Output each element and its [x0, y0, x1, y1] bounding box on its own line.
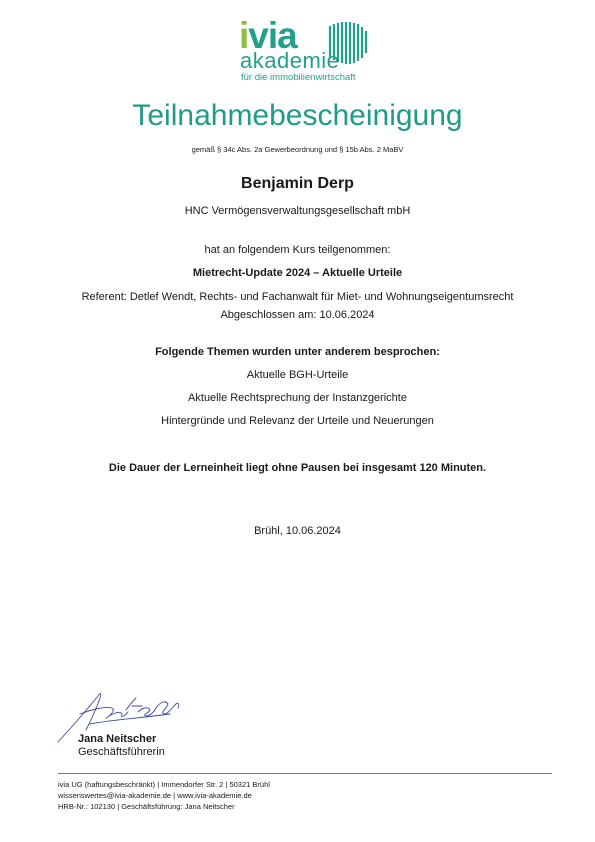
footer-address: ivia UG (haftungsbeschränkt) | Immendorfer Str. 2 | 50321 Brühl — [58, 780, 270, 789]
topic-item: Hintergründe und Relevanz der Urteile und Neuerungen — [161, 415, 434, 427]
footer-registration: HRB-Nr.: 102130 | Geschäftsführung: Jana Neitscher — [58, 802, 235, 811]
signer-role: Geschäftsführerin — [78, 746, 165, 758]
document-title: Teilnahmebescheinigung — [132, 99, 463, 132]
footer-divider — [58, 773, 552, 774]
course-duration: Die Dauer der Lerneinheit liegt ohne Pausen bei insgesamt 120 Minuten. — [108, 462, 487, 474]
participant-name: Benjamin Derp — [241, 175, 354, 192]
completion-date: Abgeschlossen am: 10.06.2024 — [220, 309, 375, 321]
legal-basis: gemäß § 34c Abs. 2a Gewerbeordnung und § 15b Abs. 2 MaBV — [191, 145, 404, 154]
participant-company: HNC Vermögensverwaltungsgesellschaft mbH — [184, 205, 411, 217]
topic-item: Aktuelle Rechtsprechung der Instanzgerichte — [188, 392, 407, 404]
logo-subtitle: akademie — [240, 48, 340, 73]
topics-heading: Folgende Themen wurden unter anderem besprochen: — [155, 346, 440, 358]
course-speaker: Referent: Detlef Wendt, Rechts- und Fachanwalt für Miet- und Wohnungseigentumsrecht — [81, 291, 514, 303]
participation-text: hat an folgendem Kurs teilgenommen: — [204, 244, 391, 256]
signer-name: Jana Neitscher — [78, 733, 157, 745]
logo-tagline: für die immobilienwirtschaft — [241, 72, 356, 83]
place-and-date: Brühl, 10.06.2024 — [254, 525, 341, 537]
course-title: Mietrecht-Update 2024 – Aktuelle Urteile — [192, 267, 403, 279]
topic-item: Aktuelle BGH-Urteile — [246, 369, 349, 381]
footer-contact: wissenswertes@ivia-akademie.de | www.ivia-akademie.de — [58, 791, 252, 800]
company-logo — [0, 14, 595, 84]
logo-wordmark: ivia — [239, 15, 297, 56]
